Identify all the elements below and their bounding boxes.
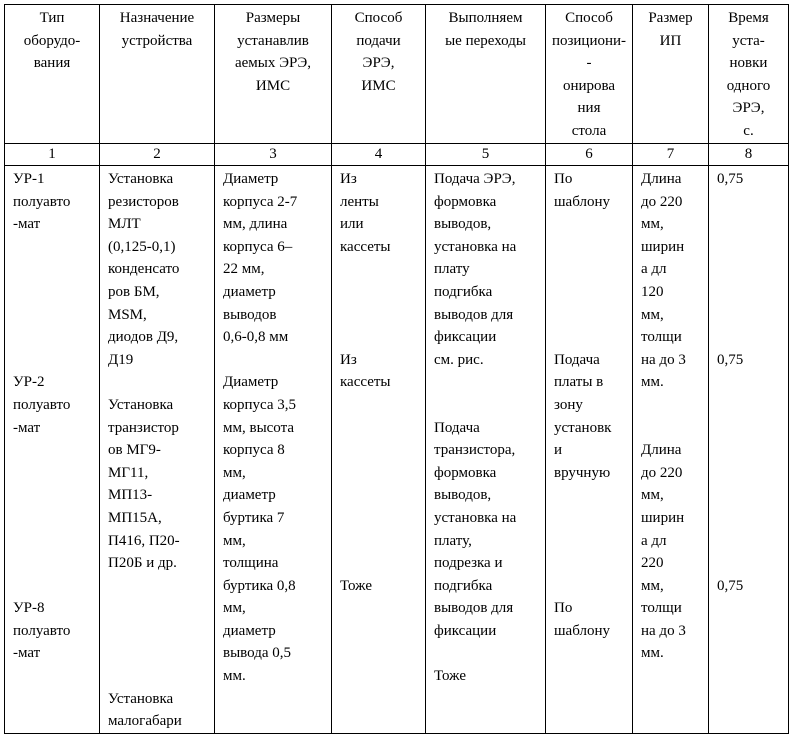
cell-line: ния	[577, 100, 601, 117]
cell-line	[340, 462, 423, 485]
cell-line: Время	[728, 10, 769, 26]
column-number: 1	[5, 144, 100, 166]
cell-line: мм,	[223, 532, 246, 549]
cell-line: диаметр	[223, 487, 276, 504]
cell-line	[108, 642, 212, 665]
cell-line: Из	[340, 171, 357, 187]
cell-line: ширин	[641, 238, 685, 255]
cell-line: буртика 0,8	[223, 577, 296, 594]
cell-line	[554, 326, 630, 349]
header-equipment-type	[5, 5, 100, 144]
cell-line: УР-1	[13, 171, 45, 187]
cell-line: конденсато	[108, 261, 180, 278]
cell-positioning-method	[546, 166, 633, 734]
header-positioning-method	[546, 5, 633, 144]
cell-line: оборудо-	[23, 32, 81, 49]
cell-line: -мат	[13, 645, 41, 662]
cell-line: П20Б и др.	[108, 555, 177, 572]
cell-line: платы в	[554, 374, 604, 391]
cell-line	[641, 394, 706, 417]
column-number: 5	[426, 144, 546, 166]
cell-line: на до 3	[641, 351, 686, 368]
cell-line: мм,	[223, 600, 246, 617]
cell-line: мм,	[223, 464, 246, 481]
cell-line: Длина	[641, 442, 682, 459]
cell-line	[13, 575, 97, 598]
cell-line: см. рис.	[434, 351, 484, 368]
cell-line: стола	[571, 122, 607, 139]
cell-line: ширин	[641, 509, 685, 526]
cell-line: толщи	[641, 600, 682, 617]
header-operations	[426, 5, 546, 144]
cell-line: полуавто	[13, 396, 71, 413]
cell-line	[13, 462, 97, 485]
cell-line: плату,	[434, 532, 472, 549]
cell-line: Подача ЭРЭ,	[434, 171, 516, 187]
cell-line: позициони-	[551, 32, 627, 49]
header-install-time	[709, 5, 789, 144]
cell-line: вания	[33, 55, 71, 72]
header-component-sizes	[215, 5, 332, 144]
cell-line	[13, 552, 97, 575]
header-row	[5, 5, 789, 144]
cell-line: корпуса 3,5	[223, 396, 297, 413]
cell-line: выводов,	[434, 216, 492, 233]
cell-line: Д19	[108, 351, 134, 368]
cell-line: зону	[554, 396, 583, 413]
cell-line	[554, 552, 630, 575]
cell-line: корпуса 2-7	[223, 193, 298, 210]
cell-line	[717, 304, 786, 327]
cell-line: 0,75	[717, 171, 744, 187]
cell-line	[554, 484, 630, 507]
cell-line: -мат	[13, 216, 41, 233]
cell-line	[13, 507, 97, 530]
cell-line: МП13-	[108, 487, 153, 504]
cell-line	[717, 552, 786, 575]
cell-line: с.	[743, 122, 754, 139]
cell-line: подгибка	[434, 577, 493, 594]
cell-line	[717, 326, 786, 349]
cell-line	[340, 417, 423, 440]
cell-line: резисторов	[108, 193, 179, 210]
header-feed-method	[332, 5, 426, 144]
cell-line	[554, 304, 630, 327]
column-number: 6	[546, 144, 633, 166]
cell-line: уста-	[732, 32, 765, 49]
cell-line	[554, 236, 630, 259]
cell-line: Диаметр	[223, 374, 279, 391]
cell-line: диодов Д9,	[108, 329, 179, 346]
cell-line: корпуса 8	[223, 442, 285, 459]
cell-line	[340, 530, 423, 553]
column-number-row	[5, 144, 789, 166]
cell-line: Диаметр	[223, 171, 279, 187]
cell-line	[340, 484, 423, 507]
cell-line: Подача	[434, 419, 480, 436]
cell-line	[108, 620, 212, 643]
cell-line: мм.	[641, 374, 664, 391]
cell-line	[641, 417, 706, 440]
cell-line: онирова	[562, 77, 616, 94]
cell-line: МГ11,	[108, 464, 149, 481]
cell-line: выводов для	[434, 600, 514, 617]
cell-device-purpose	[100, 166, 215, 734]
cell-line: Тоже	[340, 577, 372, 594]
cell-line	[13, 304, 97, 327]
cell-line: выводов,	[434, 487, 492, 504]
table-body-row	[5, 166, 789, 734]
column-number: 2	[100, 144, 215, 166]
cell-line: Способ	[565, 10, 613, 26]
cell-line	[717, 236, 786, 259]
cell-line: буртика 7	[223, 509, 285, 526]
cell-line: установка на	[434, 238, 517, 255]
cell-line: Из	[340, 351, 357, 368]
cell-line: вывода 0,5	[223, 645, 291, 662]
cell-line: на до 3	[641, 622, 686, 639]
cell-line: ые переходы	[445, 32, 526, 49]
cell-line	[340, 552, 423, 575]
cell-line: 120	[641, 283, 664, 300]
cell-line: кассеты	[340, 238, 391, 255]
cell-line: мм,	[641, 487, 664, 504]
equipment-table	[4, 4, 789, 734]
cell-line: транзистора,	[434, 442, 516, 459]
cell-line: аемых ЭРЭ,	[234, 55, 312, 72]
cell-line	[13, 349, 97, 372]
cell-line: Установка	[108, 690, 174, 707]
cell-line	[13, 326, 97, 349]
cell-line: диаметр	[223, 283, 276, 300]
cell-line: вручную	[554, 464, 611, 481]
cell-line	[108, 597, 212, 620]
header-board-size	[633, 5, 709, 144]
cell-line: 220	[641, 555, 664, 572]
cell-line: МП15А,	[108, 509, 162, 526]
column-number: 8	[709, 144, 789, 166]
cell-line	[554, 507, 630, 530]
cell-line	[340, 394, 423, 417]
cell-line: ИМС	[361, 77, 396, 94]
cell-line: мм, длина	[223, 216, 288, 233]
cell-line	[434, 394, 543, 417]
cell-feed-method	[332, 166, 426, 734]
cell-line: устройства	[121, 32, 193, 49]
cell-line: П416, П20-	[108, 532, 180, 549]
cell-line: Назначение	[119, 10, 195, 26]
cell-line	[108, 371, 212, 394]
cell-line: 22 мм,	[223, 261, 265, 278]
cell-install-time	[709, 166, 789, 734]
cell-component-sizes	[215, 166, 332, 734]
cell-line: подачи	[356, 32, 401, 49]
cell-line: фиксации	[434, 329, 497, 346]
cell-line	[554, 213, 630, 236]
cell-line: выводов для	[434, 306, 514, 323]
cell-line	[717, 394, 786, 417]
cell-line	[13, 439, 97, 462]
cell-line	[13, 484, 97, 507]
cell-line: полуавто	[13, 193, 71, 210]
cell-line	[717, 371, 786, 394]
cell-line: диаметр	[223, 622, 276, 639]
cell-equipment-type	[5, 166, 100, 734]
cell-line	[554, 258, 630, 281]
cell-line: полуавто	[13, 622, 71, 639]
cell-line	[717, 191, 786, 214]
cell-operations	[426, 166, 546, 734]
cell-line: а дл	[641, 532, 667, 549]
cell-line: По	[554, 600, 573, 617]
cell-line	[13, 258, 97, 281]
cell-line: устанавлив	[237, 32, 309, 49]
cell-line: Тоже	[434, 668, 466, 685]
cell-line	[340, 507, 423, 530]
cell-line	[340, 326, 423, 349]
cell-line: ИМС	[255, 77, 291, 94]
cell-line: Установка	[108, 171, 174, 187]
cell-line: шаблону	[554, 193, 610, 210]
cell-line	[717, 484, 786, 507]
cell-line: малогабари	[108, 713, 182, 730]
cell-line: формовка	[434, 193, 497, 210]
cell-line: шаблону	[554, 622, 610, 639]
cell-line: и	[554, 442, 563, 459]
cell-line	[434, 371, 543, 394]
cell-line: мм,	[641, 577, 664, 594]
cell-line: до 220	[641, 193, 683, 210]
cell-line	[717, 530, 786, 553]
cell-line	[717, 258, 786, 281]
cell-line	[717, 507, 786, 530]
cell-line: Длина	[641, 171, 682, 187]
cell-line: мм,	[641, 306, 664, 323]
cell-line: ИП	[659, 32, 682, 49]
cell-line: Установка	[108, 396, 174, 413]
cell-line: формовка	[434, 464, 497, 481]
cell-line: мм.	[223, 668, 246, 685]
cell-line: -	[586, 55, 592, 72]
cell-line	[717, 281, 786, 304]
cell-line	[717, 439, 786, 462]
cell-line	[434, 642, 543, 665]
cell-line: до 220	[641, 464, 683, 481]
cell-line	[554, 530, 630, 553]
cell-line: толщи	[641, 329, 682, 346]
cell-line	[108, 665, 212, 688]
cell-line	[340, 439, 423, 462]
cell-line: (0,125-0,1)	[108, 238, 176, 255]
cell-line: мм, высота	[223, 419, 295, 436]
cell-line: подрезка и	[434, 555, 503, 572]
cell-line: одного	[726, 77, 771, 94]
cell-line: Выполняем	[448, 10, 523, 26]
cell-line: 0,6-0,8 мм	[223, 329, 289, 346]
cell-line: толщина	[223, 555, 279, 572]
cell-line: ЭРЭ,	[732, 100, 765, 117]
cell-line	[554, 575, 630, 598]
cell-line: мм.	[641, 645, 664, 662]
cell-line: ЭРЭ,	[362, 55, 395, 72]
column-number: 4	[332, 144, 426, 166]
cell-line: транзистор	[108, 419, 179, 436]
cell-line: ленты	[340, 193, 379, 210]
cell-line: 0,75	[717, 577, 744, 594]
cell-line: По	[554, 171, 573, 187]
header-device-purpose	[100, 5, 215, 144]
cell-line: УР-8	[13, 600, 45, 617]
cell-line	[340, 304, 423, 327]
cell-line: 0,75	[717, 351, 744, 368]
cell-line: Способ	[354, 10, 403, 26]
cell-line	[108, 575, 212, 598]
cell-line: МЛТ	[108, 216, 141, 233]
cell-line: подгибка	[434, 283, 493, 300]
cell-line: Тип	[39, 10, 65, 26]
cell-board-size	[633, 166, 709, 734]
cell-line: Размер	[648, 10, 693, 26]
cell-line: установк	[554, 419, 612, 436]
cell-line: новки	[729, 55, 768, 72]
cell-line: ов МГ9-	[108, 442, 161, 459]
cell-line: корпуса 6–	[223, 238, 293, 255]
cell-line	[554, 281, 630, 304]
cell-line: Размеры	[245, 10, 301, 26]
cell-line	[340, 281, 423, 304]
cell-line: кассеты	[340, 374, 391, 391]
cell-line: фиксации	[434, 622, 497, 639]
column-number: 7	[633, 144, 709, 166]
cell-line	[340, 258, 423, 281]
cell-line	[223, 349, 329, 372]
cell-line	[717, 462, 786, 485]
cell-line	[13, 530, 97, 553]
cell-line: а дл	[641, 261, 667, 278]
cell-line: Подача	[554, 351, 600, 368]
cell-line	[717, 213, 786, 236]
cell-line: мм,	[641, 216, 664, 233]
cell-line: -мат	[13, 419, 41, 436]
cell-line: выводов	[223, 306, 277, 323]
cell-line	[13, 236, 97, 259]
cell-line: плату	[434, 261, 470, 278]
cell-line: УР-2	[13, 374, 45, 391]
cell-line	[717, 417, 786, 440]
cell-line	[13, 281, 97, 304]
cell-line: установка на	[434, 509, 517, 526]
cell-line: MSM,	[108, 306, 147, 323]
column-number: 3	[215, 144, 332, 166]
cell-line: ров БМ,	[108, 283, 160, 300]
cell-line: или	[340, 216, 364, 233]
